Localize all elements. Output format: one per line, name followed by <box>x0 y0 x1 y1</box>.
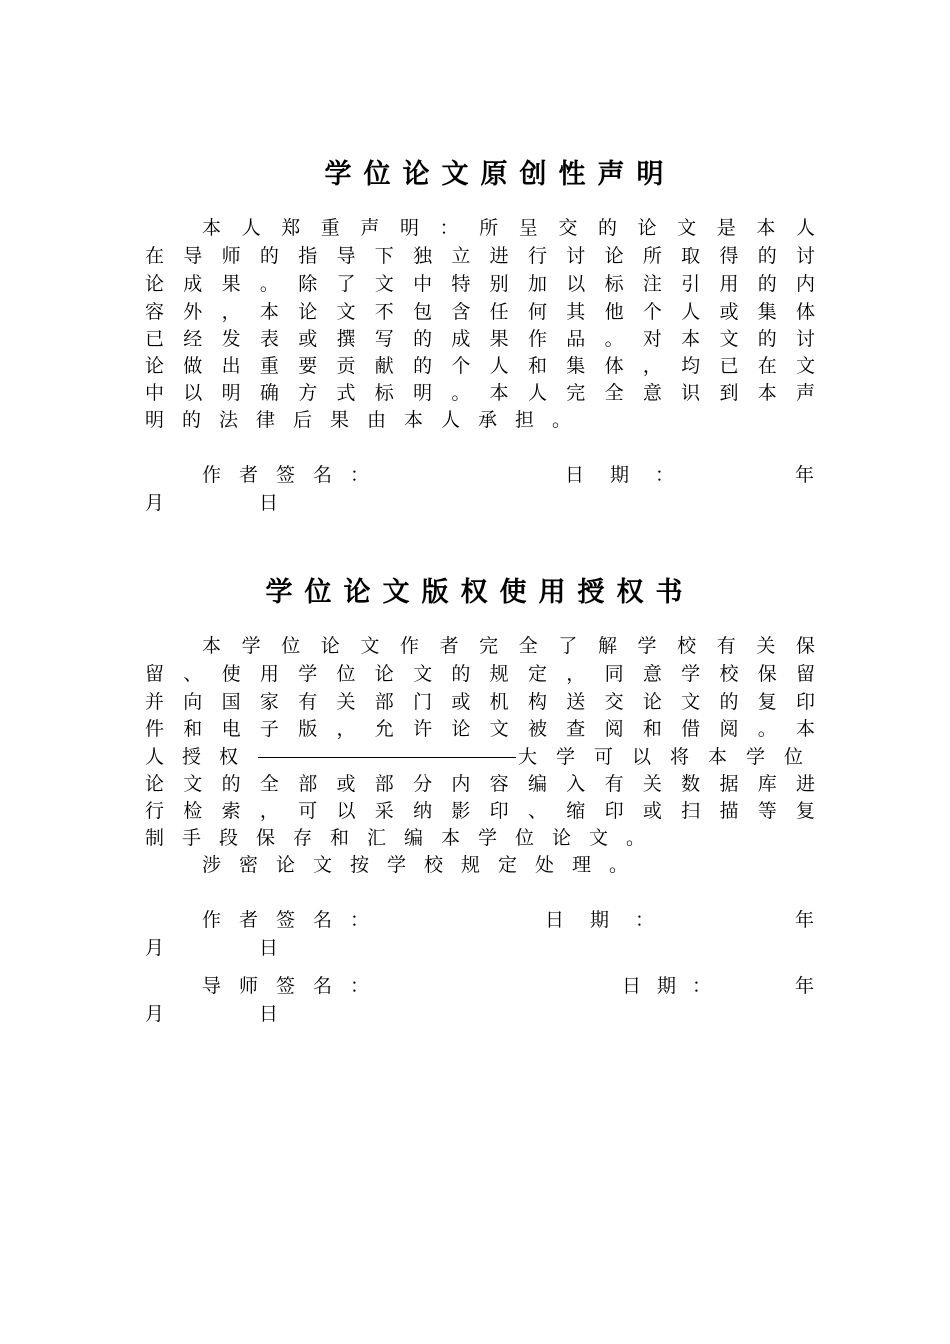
originality-date-label: 日期： <box>565 464 701 486</box>
originality-line-7: 中 以 明 确 方 式 标 明 。 本 人 完 全 意 识 到 本 声 <box>145 382 815 404</box>
originality-line-6: 论 做 出 重 要 贡 献 的 个 人 和 集 体 ， 均 已 在 文 <box>145 355 815 377</box>
copyright-line-6: 论 文 的 全 部 或 部 分 内 容 编 入 有 关 数 据 库 进 <box>145 773 815 795</box>
originality-line-1: 本 人 郑 重 声 明 ： 所 呈 交 的 论 文 是 本 人 <box>202 217 815 239</box>
copyright-line-4: 件 和 电 子 版 ， 允 许 论 文 被 查 阅 和 借 阅 。 本 <box>145 718 815 740</box>
originality-line-5: 已 经 发 表 或 撰 写 的 成 果 作 品 。 对 本 文 的 讨 <box>145 328 815 350</box>
copyright-author-year-label: 年 <box>795 909 833 931</box>
originality-year-label: 年 <box>795 464 833 486</box>
copyright-author-sign-label: 作者签名： <box>202 909 388 931</box>
copyright-author-day-label: 日 <box>259 937 297 959</box>
copyright-line-8: 制手段保存和汇编本学位论文。 <box>145 827 664 849</box>
copyright-author-month-label: 月 <box>145 937 183 959</box>
copyright-line-3: 并 向 国 家 有 关 部 门 或 机 构 送 交 论 文 的 复 印 <box>145 691 815 713</box>
copyright-line-5-prefix: 人授权 <box>145 746 257 768</box>
copyright-line-2: 留 、 使 用 学 位 论 文 的 规 定 ， 同 意 学 校 保 留 <box>145 663 815 685</box>
originality-line-2: 在 导 师 的 指 导 下 独 立 进 行 讨 论 所 取 得 的 讨 <box>145 245 815 267</box>
originality-line-3: 论 成 果 。 除 了 文 中 特 别 加 以 标 注 引 用 的 内 <box>145 273 815 295</box>
originality-day-label: 日 <box>259 492 297 514</box>
copyright-secret-note: 涉密论文按学校规定处理。 <box>202 854 647 876</box>
copyright-title: 学位论文版权使用授权书 <box>265 577 695 608</box>
copyright-supervisor-day-label: 日 <box>259 1003 297 1025</box>
copyright-supervisor-year-label: 年 <box>795 975 833 997</box>
originality-line-8: 明的法律后果由本人承担。 <box>145 409 590 431</box>
originality-line-4: 容 外 ， 本 论 文 不 包 含 任 何 其 他 个 人 或 集 体 <box>145 301 815 323</box>
originality-month-label: 月 <box>145 492 183 514</box>
copyright-line-7: 行 检 索 ， 可 以 采 纳 影 印 、 缩 印 或 扫 描 等 复 <box>145 800 815 822</box>
copyright-line-1: 本 学 位 论 文 作 者 完 全 了 解 学 校 有 关 保 <box>202 635 815 657</box>
copyright-supervisor-month-label: 月 <box>145 1003 183 1025</box>
university-name-blank[interactable] <box>258 743 516 771</box>
copyright-supervisor-sign-label: 导师签名： <box>202 975 388 997</box>
copyright-author-date-label: 日期： <box>545 909 681 931</box>
originality-title: 学位论文原创性声明 <box>324 159 676 190</box>
copyright-line-5-suffix: 大学可以将本学位 <box>518 746 823 768</box>
originality-author-sign-label: 作者签名： <box>202 464 388 486</box>
copyright-supervisor-date-label: 日期： <box>622 975 728 997</box>
